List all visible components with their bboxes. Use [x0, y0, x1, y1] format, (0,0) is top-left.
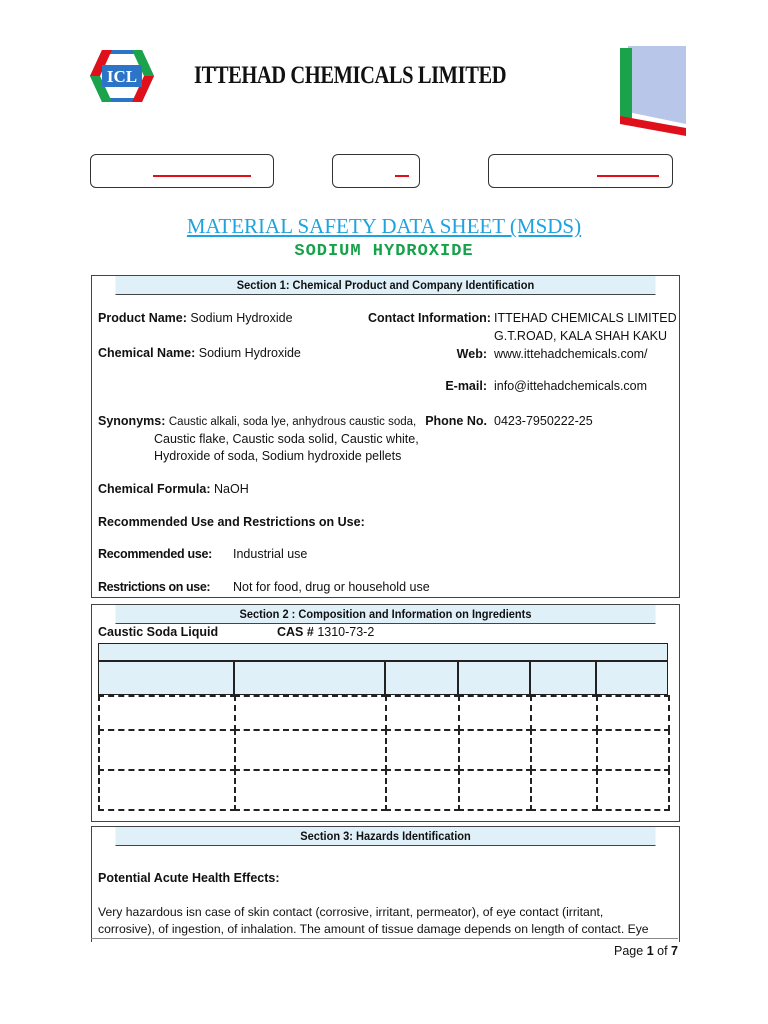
form-field-line-3 [597, 175, 659, 177]
recommended-use-label: Recommended use: [98, 547, 212, 561]
form-field-box-1[interactable] [90, 154, 274, 188]
table-row-2-cell-4 [458, 729, 532, 771]
section-3 [91, 826, 680, 942]
table-row-3-cell-6 [596, 769, 670, 811]
page-word: Page [614, 944, 644, 958]
table-row-1-cell-6 [596, 695, 670, 731]
synonyms-label: Synonyms: [98, 414, 166, 428]
section-1 [91, 275, 680, 598]
email-link[interactable]: info@ittehadchemicals.com [494, 379, 648, 393]
table-row-2-cell-2 [234, 729, 387, 771]
section-3-header: Section 3: Hazards Identification [115, 827, 655, 846]
form-field-box-2[interactable] [332, 154, 420, 188]
web-link[interactable]: www.ittehadchemicals.com/ [494, 347, 648, 361]
page-current: 1 [646, 944, 654, 958]
table-row-3-cell-4 [458, 769, 532, 811]
web-label: Web: [456, 347, 487, 361]
contact-line-1: ITTEHAD CHEMICALS LIMITED [494, 311, 677, 325]
formula-value: NaOH [214, 482, 249, 496]
document-subtitle: SODIUM HYDROXIDE [294, 242, 474, 261]
product-name-row [98, 310, 293, 327]
formula-label: Chemical Formula: [98, 482, 211, 496]
product-name-value: Sodium Hydroxide [190, 311, 293, 325]
recommended-heading: Recommended Use and Restrictions on Use: [98, 515, 365, 529]
form-field-box-3[interactable] [488, 154, 673, 188]
synonyms-line-3: Hydroxide of soda, Sodium hydroxide pellets [154, 449, 402, 463]
synonyms-line-2: Caustic flake, Caustic soda solid, Caustic white, [154, 432, 419, 446]
formula-row [98, 481, 249, 498]
table-row-1-cell-1 [98, 695, 236, 731]
composition-header-cell-6 [596, 661, 668, 695]
product-label: Caustic Soda Liquid [98, 625, 219, 639]
logo-text: ICL [106, 67, 138, 86]
composition-header-cell-2 [234, 661, 385, 695]
table-row-1-cell-5 [530, 695, 598, 731]
contact-label: Contact Information: [368, 311, 491, 325]
restrictions-value: Not for food, drug or household use [233, 580, 430, 594]
table-row-2-cell-5 [530, 729, 598, 771]
recommended-use-value: Industrial use [233, 547, 308, 561]
cas-label: CAS # [277, 625, 314, 639]
table-row-2-cell-3 [385, 729, 460, 771]
page-total: 7 [671, 944, 678, 958]
table-row-1-cell-2 [234, 695, 387, 731]
table-row-2-cell-6 [596, 729, 670, 771]
composition-header-cell-3 [385, 661, 458, 695]
phone-label: Phone No. [425, 414, 487, 428]
document-title: MATERIAL SAFETY DATA SHEET (MSDS) [186, 214, 582, 238]
page-number [614, 944, 678, 958]
section-1-header: Section 1: Chemical Product and Company Identification [115, 276, 655, 295]
composition-header-cell-5 [530, 661, 596, 695]
composition-table-title-row [98, 643, 668, 661]
contact-line-2: G.T.ROAD, KALA SHAH KAKU [494, 329, 667, 343]
phone-value: 0423-7950222-25 [494, 414, 593, 428]
table-row-2-cell-1 [98, 729, 236, 771]
product-name-label: Product Name: [98, 311, 187, 325]
form-field-line-1 [153, 175, 251, 177]
chemical-name-value: Sodium Hydroxide [198, 346, 301, 360]
synonyms-line-1: Caustic alkali, soda lye, anhydrous caustic soda, [168, 416, 417, 428]
footer-divider [91, 938, 678, 939]
chemical-name-label: Chemical Name: [98, 346, 196, 360]
restrictions-label: Restrictions on use: [98, 580, 211, 594]
table-row-3-cell-5 [530, 769, 598, 811]
form-field-line-2 [395, 175, 409, 177]
table-row-1-cell-4 [458, 695, 532, 731]
section-2-header: Section 2 : Composition and Information on Ingredients [115, 605, 655, 624]
corner-logo-graphic [618, 44, 688, 136]
section-3-paragraph-line-1: Very hazardous isn case of skin contact (corrosive, irritant, permeator), of eye contact (irritant, [98, 905, 604, 919]
cas-value: 1310-73-2 [317, 625, 375, 639]
company-name: ITTEHAD CHEMICALS LIMITED [194, 62, 507, 89]
page-of: of [657, 944, 668, 958]
chemical-name-row [98, 345, 301, 362]
table-row-1-cell-3 [385, 695, 460, 731]
composition-header-cell-4 [458, 661, 530, 695]
table-row-3-cell-3 [385, 769, 460, 811]
cas-row [277, 624, 374, 641]
section-3-paragraph-line-2: corrosive), of ingestion, of inhalation. The amount of tissue damage depends on length of contact. Eye [98, 922, 649, 936]
email-label: E-mail: [445, 379, 487, 393]
table-row-3-cell-1 [98, 769, 236, 811]
synonyms-row [98, 413, 416, 431]
composition-header-cell-1 [98, 661, 234, 695]
section-2 [91, 604, 680, 822]
company-logo [88, 48, 156, 104]
table-row-3-cell-2 [234, 769, 387, 811]
section-3-subheading: Potential Acute Health Effects: [98, 871, 280, 885]
